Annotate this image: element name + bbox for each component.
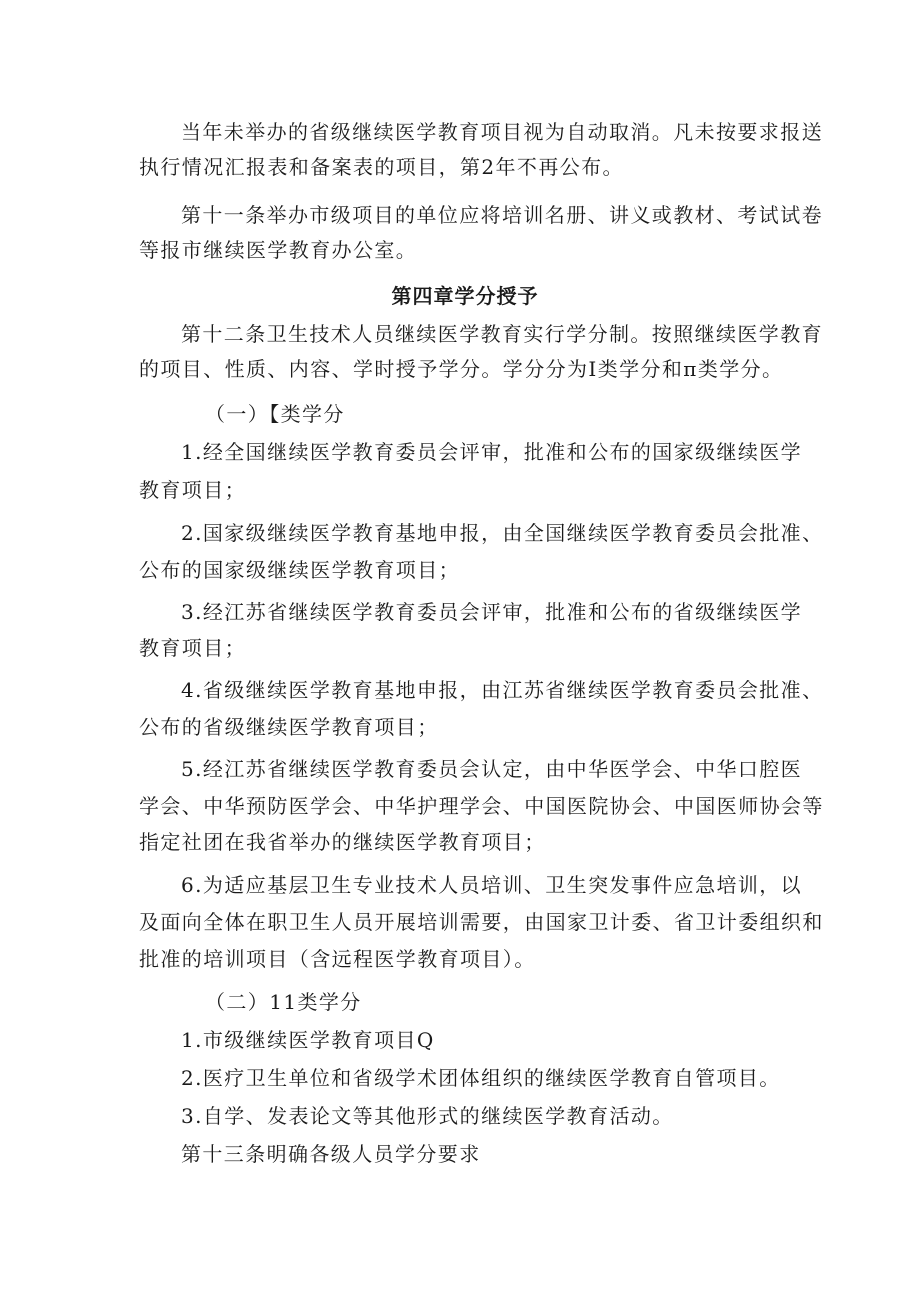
list-item-continuation: 学会、中华预防医学会、中华护理学会、中国医院协会、中国医师协会等 bbox=[139, 794, 824, 818]
list-item: 1.市级继续医学教育项目Q bbox=[181, 1028, 435, 1052]
paragraph-line: 第十一条举办市级项目的单位应将培训名册、讲义或教材、考试试卷 bbox=[181, 203, 823, 227]
list-item: 4.省级继续医学教育基地申报，由江苏省继续医学教育委员会批准、 bbox=[181, 678, 824, 702]
list-item: 6.为适应基层卫生专业技术人员培训、卫生突发事件应急培训，以 bbox=[181, 873, 803, 897]
chapter-heading: 第四章学分授予 bbox=[391, 284, 539, 308]
section-label: （二）11类学分 bbox=[205, 990, 362, 1014]
paragraph-line: 当年未举办的省级继续医学教育项目视为自动取消。凡未按要求报送 bbox=[181, 120, 823, 144]
list-item: 2.国家级继续医学教育基地申报，由全国继续医学教育委员会批准、 bbox=[181, 521, 824, 545]
list-item: 3.经江苏省继续医学教育委员会评审，批准和公布的省级继续医学 bbox=[181, 600, 803, 624]
list-item-continuation: 公布的省级继续医学教育项目； bbox=[139, 715, 439, 739]
paragraph-line: 等报市继续医学教育办公室。 bbox=[139, 238, 418, 262]
article-heading: 第十三条明确各级人员学分要求 bbox=[181, 1142, 481, 1166]
list-item-continuation: 指定社团在我省举办的继续医学教育项目； bbox=[139, 830, 546, 854]
list-item: 3.自学、发表论文等其他形式的继续医学教育活动。 bbox=[181, 1104, 674, 1128]
list-item-continuation: 及面向全体在职卫生人员开展培训需要，由国家卫计委、省卫计委组织和 bbox=[139, 910, 824, 934]
paragraph-line: 的项目、性质、内容、学时授予学分。学分分为I类学分和π类学分。 bbox=[139, 357, 784, 381]
section-label: （一）【类学分 bbox=[205, 402, 345, 426]
list-item: 1.经全国继续医学教育委员会评审，批准和公布的国家级继续医学 bbox=[181, 440, 803, 464]
list-item: 2.医疗卫生单位和省级学术团体组织的继续医学教育自管项目。 bbox=[181, 1066, 781, 1090]
list-item-continuation: 公布的国家级继续医学教育项目； bbox=[139, 558, 460, 582]
paragraph-line: 第十二条卫生技术人员继续医学教育实行学分制。按照继续医学教育 bbox=[181, 322, 823, 346]
paragraph-line: 执行情况汇报表和备案表的项目，第2年不再公布。 bbox=[139, 155, 624, 179]
list-item-continuation: 教育项目； bbox=[139, 478, 246, 502]
list-item: 5.经江苏省继续医学教育委员会认定，由中华医学会、中华口腔医 bbox=[181, 757, 803, 781]
list-item-continuation: 教育项目； bbox=[139, 636, 246, 660]
list-item-continuation: 批准的培训项目（含远程医学教育项目）。 bbox=[139, 947, 536, 971]
